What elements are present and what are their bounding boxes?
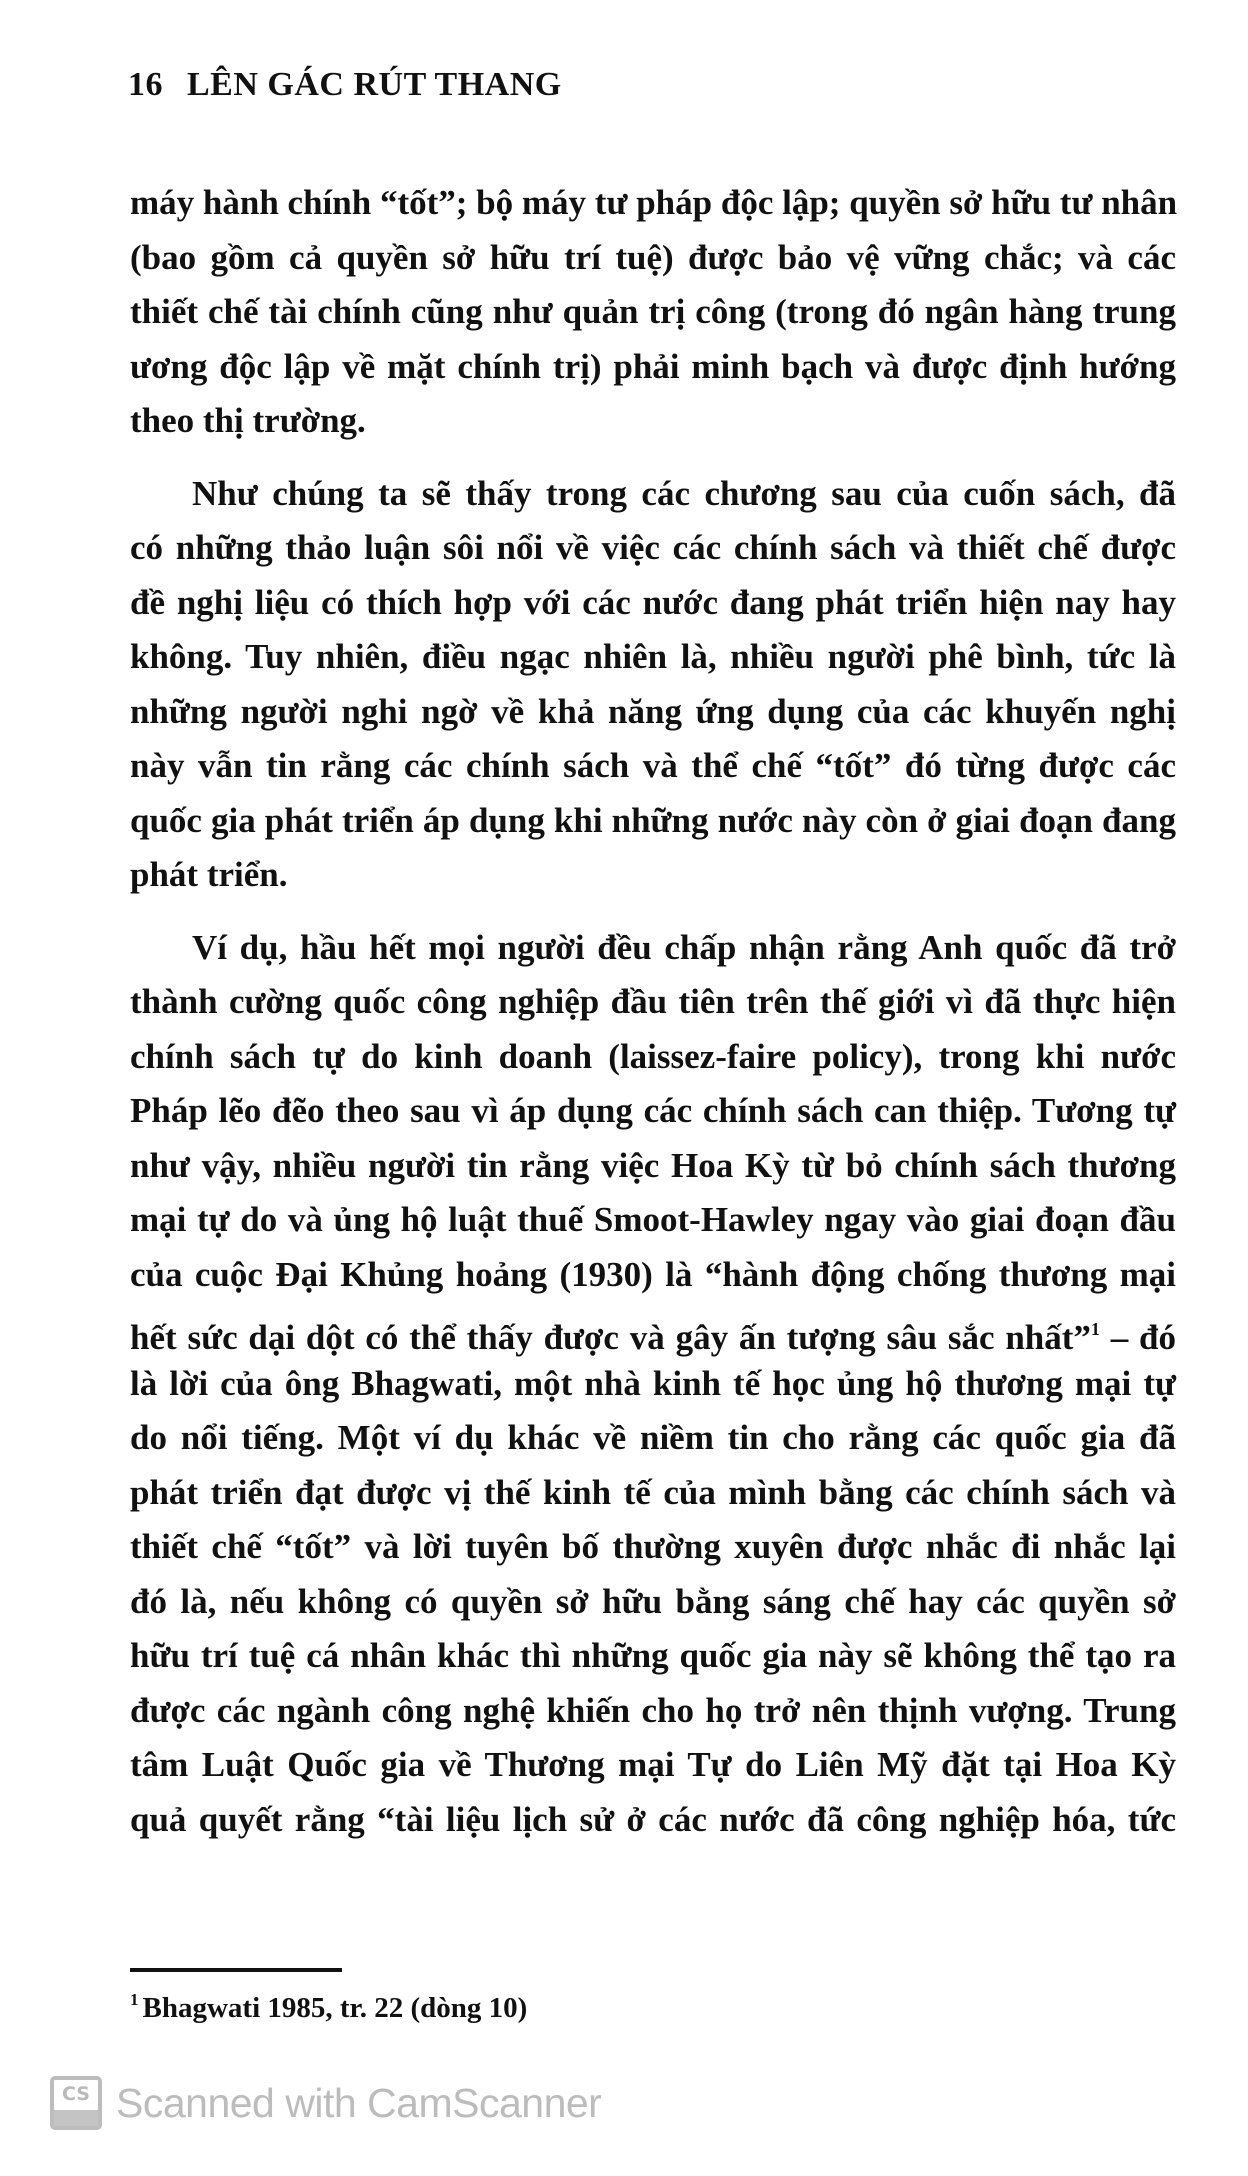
text-line: được các ngành công nghệ khiến cho họ trở nên thịnh vượng. Trung bbox=[130, 1690, 1176, 1730]
text-line: đề nghị liệu có thích hợp với các nước đang phát triển hiện nay hay bbox=[130, 582, 1176, 622]
text-line: Pháp lẽo đẽo theo sau vì áp dụng các chính sách can thiệp. Tương tự bbox=[130, 1091, 1176, 1130]
footnote-reference[interactable]: 1 bbox=[1090, 1319, 1100, 1339]
text-line: như vậy, nhiều người tin rằng việc Hoa Kỳ từ bỏ chính sách thương bbox=[130, 1145, 1176, 1185]
text-line: tâm Luật Quốc gia về Thương mại Tự do Liên Mỹ đặt tại Hoa Kỳ bbox=[130, 1745, 1176, 1784]
camscanner-watermark bbox=[50, 2076, 601, 2130]
watermark-text: Scanned with CamScanner bbox=[116, 2079, 602, 2126]
text-line: quả quyết rằng “tài liệu lịch sử ở các nước đã công nghiệp hóa, tức bbox=[130, 1799, 1176, 1839]
text-line: đó là, nếu không có quyền sở hữu bằng sáng chế hay các quyền sở bbox=[130, 1581, 1176, 1621]
logo-bar bbox=[54, 2110, 98, 2126]
text-line: theo thị trường. bbox=[130, 401, 366, 440]
footnote-1 bbox=[130, 1990, 527, 2025]
text-line: này vẫn tin rằng các chính sách và thể chế “tốt” đó từng được các bbox=[130, 746, 1176, 785]
running-title: LÊN GÁC RÚT THANG bbox=[187, 66, 562, 103]
text-line: thiết chế tài chính cũng như quản trị công (trong đó ngân hàng trung bbox=[130, 292, 1176, 331]
text-line: hữu trí tuệ cá nhân khác thì những quốc gia này sẽ không thể tạo ra bbox=[130, 1636, 1176, 1675]
text-line: thiết chế “tốt” và lời tuyên bố thường xuyên được nhắc đi nhắc lại bbox=[130, 1527, 1176, 1566]
text-line: Ví dụ, hầu hết mọi người đều chấp nhận rằng Anh quốc đã trở bbox=[192, 927, 1176, 967]
text-line: của cuộc Đại Khủng hoảng (1930) là “hành động chống thương mại bbox=[130, 1254, 1176, 1294]
text-segment: – đó bbox=[1099, 1318, 1177, 1357]
paragraph-1 bbox=[130, 176, 1176, 449]
footnote-text: Bhagwati 1985, tr. 22 (dòng 10) bbox=[142, 1992, 528, 2024]
text-line: chính sách tự do kinh doanh (laissez-faire policy), trong khi nước bbox=[130, 1036, 1176, 1076]
camscanner-logo-icon bbox=[50, 2076, 102, 2130]
text-line: phát triển. bbox=[130, 855, 288, 894]
text-line: ương độc lập về mặt chính trị) phải minh bạch và được định hướng bbox=[130, 346, 1176, 386]
text-line-with-footnote bbox=[130, 1302, 1176, 1357]
text-line: Như chúng ta sẽ thấy trong các chương sau của cuốn sách, đã bbox=[192, 473, 1176, 513]
logo-letters: CS bbox=[62, 2083, 90, 2105]
text-line: thành cường quốc công nghiệp đầu tiên trên thế giới vì đã thực hiện bbox=[130, 982, 1176, 1021]
text-line: những người nghi ngờ về khả năng ứng dụng của các khuyến nghị bbox=[130, 691, 1176, 731]
text-line: do nổi tiếng. Một ví dụ khác về niềm tin cho rằng các quốc gia đã bbox=[130, 1418, 1176, 1457]
running-head bbox=[128, 66, 562, 104]
paragraph-gap bbox=[130, 903, 1176, 921]
text-line: máy hành chính “tốt”; bộ máy tư pháp độc lập; quyền sở hữu tư nhân bbox=[130, 183, 1178, 222]
paragraph-3 bbox=[130, 921, 1176, 1848]
text-line: có những thảo luận sôi nổi về việc các chính sách và thiết chế được bbox=[130, 528, 1176, 567]
footnote-mark: 1 bbox=[130, 1990, 139, 2009]
footnote-divider bbox=[130, 1968, 342, 1972]
text-line: (bao gồm cả quyền sở hữu trí tuệ) được bảo vệ vững chắc; và các bbox=[130, 237, 1176, 277]
text-line: quốc gia phát triển áp dụng khi những nước này còn ở giai đoạn đang bbox=[130, 800, 1176, 840]
text-line: là lời của ông Bhagwati, một nhà kinh tế học ủng hộ thương mại tự bbox=[130, 1363, 1176, 1403]
text-segment: hết sức dại dột có thể thấy được và gây ấn tượng sâu sắc nhất” bbox=[130, 1318, 1091, 1357]
text-line: mại tự do và ủng hộ luật thuế Smoot-Hawley ngay vào giai đoạn đầu bbox=[130, 1200, 1176, 1239]
paragraph-2 bbox=[130, 467, 1176, 903]
text-line: phát triển đạt được vị thế kinh tế của mình bằng các chính sách và bbox=[130, 1472, 1176, 1512]
page-number: 16 bbox=[128, 66, 163, 103]
paragraph-gap bbox=[130, 449, 1176, 467]
body-text bbox=[130, 176, 1176, 1847]
text-line: không. Tuy nhiên, điều ngạc nhiên là, nhiều người phê bình, tức là bbox=[130, 637, 1176, 676]
